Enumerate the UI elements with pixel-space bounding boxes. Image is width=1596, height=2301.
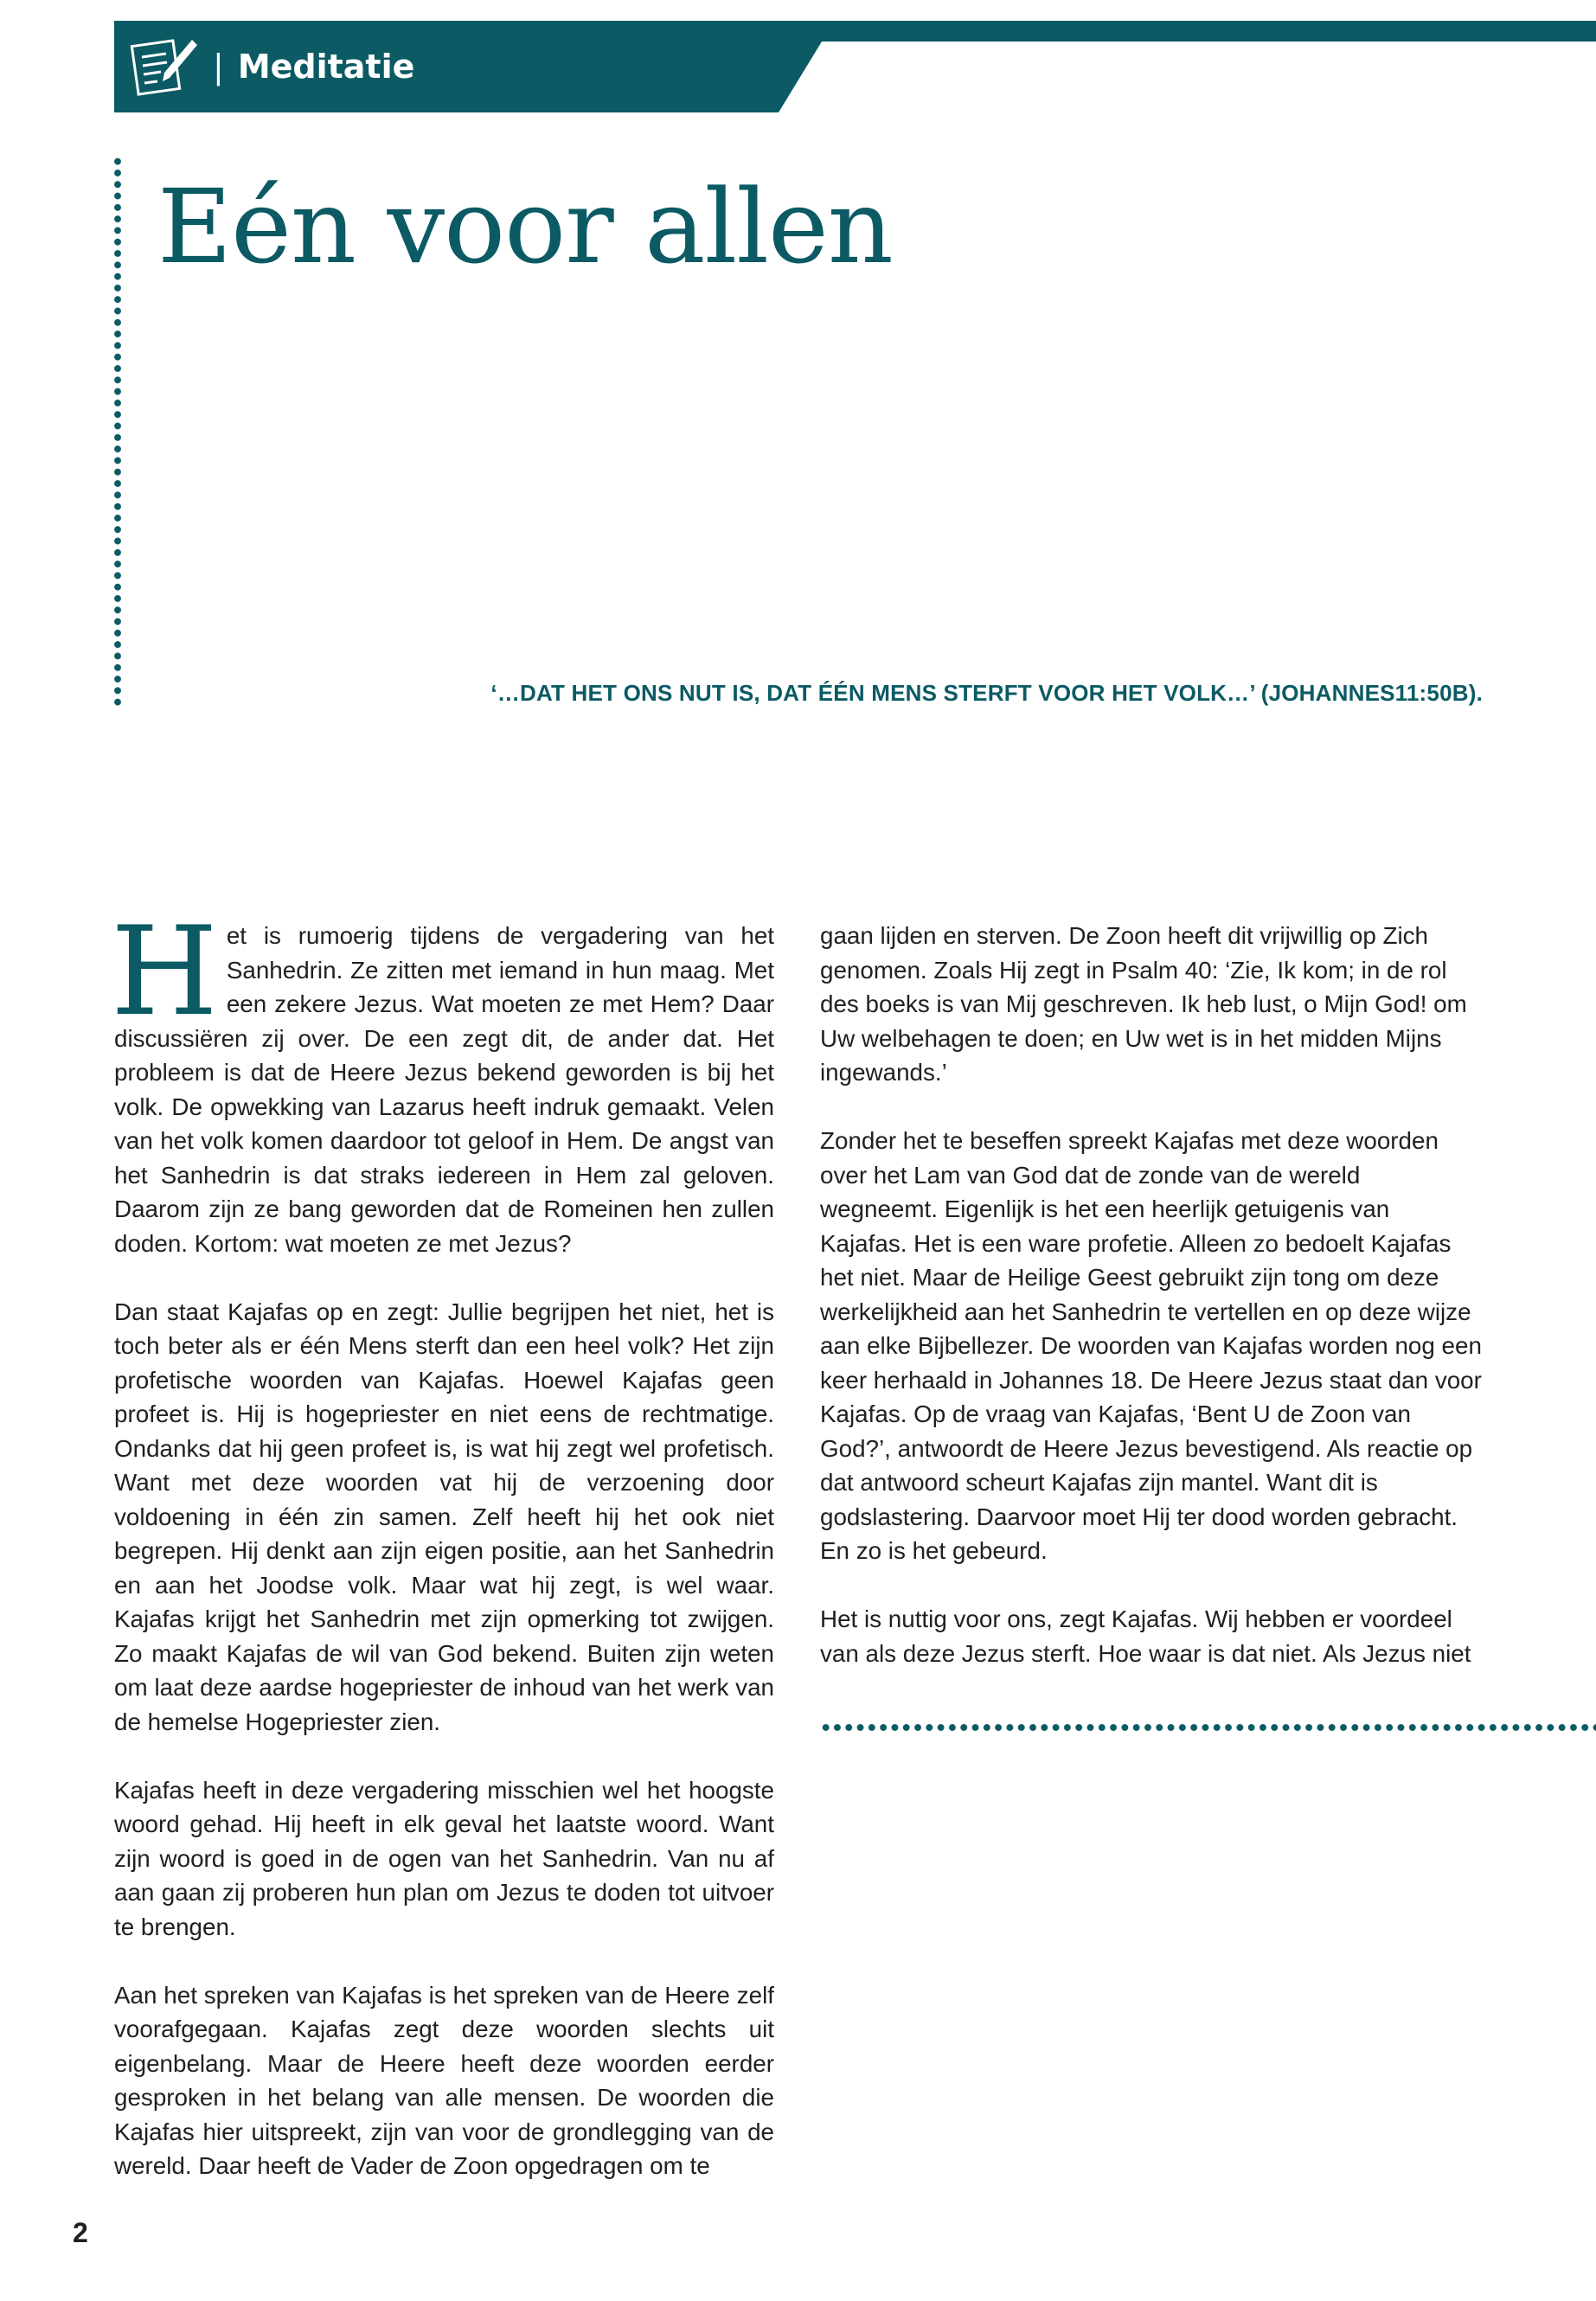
writing-hand-icon: [130, 35, 199, 99]
paragraph: gaan lijden en sterven. De Zoon heeft dit vrijwillig op Zich genomen. Zoals Hij zegt in Psalm 40: ‘Zie, Ik kom; in de rol des boeks is van Mij geschreven. Ik heb lust, o Mijn God! om Uw welbehagen te doen; en Uw wet is in het midden Mijns ingewands.’: [820, 922, 1467, 1086]
article-column-right: [820, 919, 1483, 1705]
paragraph: Het is rumoerig tijdens de vergadering van het Sanhedrin. Ze zitten met iemand in hun maag. Met een zekere Jezus. Wat moeten ze met Hem? Daar discussiëren zij over. De een zegt dit, de ander dat. Het probleem is dat de Heere Jezus bekend geworden is bij het volk. De opwekking van Lazarus heeft indruk gemaakt. Velen van het volk komen daardoor tot geloof in Hem. De angst van het Sanhedrin is dat straks iedereen in Hem zal geloven. Daarom zijn ze bang geworden dat de Romeinen hen zullen doden. Kortom: wat moeten ze met Jezus?: [111, 901, 774, 1257]
article-title: Eén voor allen: [157, 167, 893, 286]
paragraph: Zonder het te beseffen spreekt Kajafas met deze woorden over het Lam van God dat de zonde van de wereld wegneemt. Eigenlijk is het een heerlijk getuigenis van Kajafas. Het is een ware profetie. Alleen zo bedoelt Kajafas het niet. Maar de Heilige Geest gebruikt zijn tong om deze werkelijkheid aan het Sanhedrin te vertellen en op deze wijze aan elke Bijbellezer. De woorden van Kajafas worden nog een keer herhaald in Johannes 18. De Heere Jezus staat dan voor Kajafas. Op de vraag van Kajafas, ‘Bent U de Zoon van God?’, antwoordt de Heere Jezus bevestigend. Als reactie op dat antwoord scheurt Kajafas zijn mantel. Want dit is godslastering. Daarvoor moet Hij ter dood worden gebracht. En zo is het gebeurd.: [820, 1127, 1482, 1564]
horizontal-dotted-rule: [820, 1722, 1596, 1733]
page-number: 2: [73, 2217, 88, 2248]
article-column-left: [111, 901, 774, 2217]
paragraph: Dan staat Kajafas op en zegt: Jullie begrijpen het niet, het is toch beter als er één Mens sterft dan een heel volk? Het zijn profetische woorden van Kajafas. Hoewel Kajafas geen profeet is. Hij is hogepriester en niet eens de rechtmatige. Ondanks dat hij geen profeet is, is wat hij zegt wel profetisch. Want met deze woorden vat hij de verzoening door voldoening in één zin samen. Zelf heeft hij het ook niet begrepen. Hij denkt aan zijn eigen positie, aan het Sanhedrin en aan het Joodse volk. Maar wat hij zegt, is wel waar. Kajafas krijgt het Sanhedrin met zijn opmerking tot zwijgen. Zo maakt Kajafas de wil van God bekend. Buiten zijn weten om laat deze aardse hogepriester de inhoud van het werk van de hemelse Hogepriester zien.: [114, 1298, 774, 1735]
paragraph: Aan het spreken van Kajafas is het spreken van de Heere zelf voorafgegaan. Kajafas zegt deze woorden slechts uit eigenbelang. Maar de Heere heeft deze woorden eerder gesproken in het belang van alle mensen. De woorden die Kajafas hier uitspreekt, zijn van voor de grondlegging van de wereld. Daar heeft de Vader de Zoon opgedragen om te: [114, 1981, 774, 2179]
paragraph: Het is nuttig voor ons, zegt Kajafas. Wij hebben er voordeel van als deze Jezus sterft. Hoe waar is dat niet. Als Jezus niet: [820, 1606, 1471, 1667]
vertical-dotted-rule: [112, 156, 123, 706]
section-title: Meditatie: [237, 48, 415, 86]
section-header: [114, 21, 1596, 112]
section-label: [213, 45, 414, 88]
scripture-epigraph: ‘…DAT HET ONS NUT IS, DAT ÉÉN MENS STERFT VOOR HET VOLK…’ (JOHANNES11:50B).: [490, 680, 1483, 706]
drop-cap: H: [111, 901, 218, 1043]
header-separator: |: [213, 48, 224, 86]
paragraph: Kajafas heeft in deze vergadering misschien wel het hoogste woord gehad. Hij heeft in elk geval het laatste woord. Want zijn woord is goed in de ogen van het Sanhedrin. Van nu af aan gaan zij proberen hun plan om Jezus te doden tot uitvoer te brengen.: [114, 1776, 774, 1940]
